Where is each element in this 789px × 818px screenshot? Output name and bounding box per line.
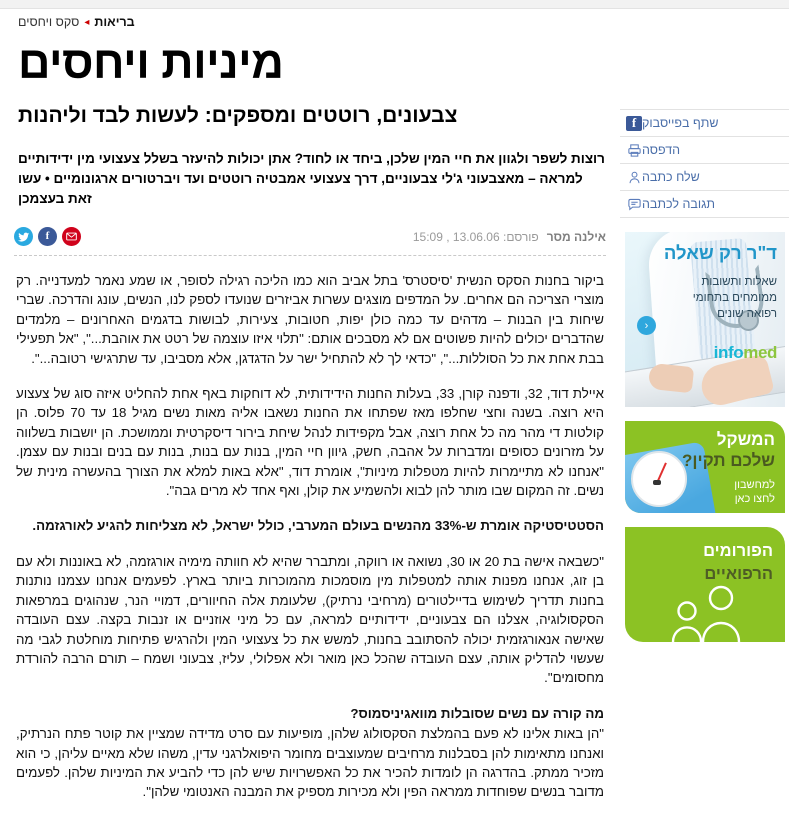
- infomed-logo-part2: med: [743, 343, 777, 362]
- sidebar-item-send-article[interactable]: [620, 164, 789, 191]
- article-column: [0, 91, 620, 818]
- comment-label: תגובה לכתבה: [642, 197, 716, 211]
- published-date: 13.06.06 ,: [446, 229, 500, 244]
- share-facebook-label: שתף בפייסבוק: [642, 116, 719, 130]
- facebook-icon[interactable]: f: [38, 227, 57, 246]
- page-title: מיניות ויחסים: [18, 37, 284, 88]
- masthead: [0, 29, 789, 91]
- send-article-icon: [626, 169, 642, 185]
- ad-forums-title: [703, 540, 773, 586]
- article-final-paragraph: "הן באות אלינו לא פעם בהמלצת הסקסולוג שלהן, מופיעות עם סרט מדידה שמציין את קוטר פתח הנרתיק, ואנחנו מתאימות להן בסבלנות מרחיבים שמעוצבים מחומר היפואלרגני עדין, משהו שלא מאיים עליהן, כי הוא מזכיר ממתק. בהדרגה הן לומדות להכיר את כל האפשרויות שיש להן כדי להביע את המיניות שלהן. לפעמים מדובר בנשים שפוחדות ממראה הפין ולא מכירות מספיק את המבנה האנטומי שלהן".: [16, 726, 604, 800]
- share-links-list: [620, 109, 789, 218]
- byline-meta: [413, 230, 606, 244]
- article-author[interactable]: אילנה מסר: [546, 229, 606, 244]
- ad-doctor-title: ד"ר רק שאלה: [663, 242, 777, 263]
- ad-banner-weight[interactable]: [625, 421, 785, 513]
- send-article-label: שלח כתבה: [642, 170, 700, 184]
- article-body: [14, 271, 606, 802]
- article-subtitle: צבעונים, רוטטים ומספקים: לעשות לבד וליהנות: [18, 104, 458, 127]
- article-paragraph-2: איילת דוד, 32, ודפנה קורן, 33, בעלות החנות הידידותית, לא דוחקות באף אחת להחליט איזה סוג של צעצוע היא רוצה. בשנה וחצי שחלפו מאז שפתחו את החנות נשאבו אליה מאות נשים מגיל 18 עד 70 פלוס. הן קולטות די מהר מה כל אחת רוצה, אבל מקפידות לנהל שיחת בירור דיסקרטית וממושכת. הן יושבות בשלווה על מזרונים כסופים ומדברות על אהבה, חשק, גיוון חיי המין, בנות עם בנות, בנות עם בנים ובנות עם עצמן. "אנחנו לא מתיימרות להיות מטפלות מיניות", אומרת דוד, "אלא באות למלא את הצורך בהעשרה מינית של נשים. זה המקום שבו מותר להן לבוא ולהשמיע את קולן, ואף אחד לא מרים גבה".: [16, 386, 605, 499]
- breadcrumb-separator-icon: ◂: [84, 17, 90, 28]
- ad-weight-sub-line1: למחשבון: [734, 479, 775, 491]
- print-label: הדפסה: [642, 143, 681, 157]
- article-quote-paragraph: "כשבאה אישה בת 20 או 30, נשואה או רווקה, ומתברר שהיא לא חוותה מימיה אורגזמה, לא באוננות ולא עם בן זוג, אנחנו מפנות אותה למטפלות מין מוסמכות מהמוכרות ביותר בארץ. לפעמים אנחנו עצמנו נותנות בחנות תדריך לשימוש בדיילטורים (מרחיבי נרתיק), שלעומת אלה החיוורים, דמויי הנר, שנהוגים במרפאות הסקסולוגיה, אצלנו הם צבעוניים, ידידותיים למראה, עם כל מיני אוזניים או זנבות בקצה. עצם העובדה שאישה אנאורגזמית יכולה להסתובב בחנות, למשש את כל צעצועי המין ולהרגיש פתיחות מוחלטת לגבי מה שעשוי להדליק אותה, עצם העובדה שהכל כאן מואר ולא אפלולי, עליז, צבעוני ושמח – תורם הרבה להורדת מחסומים".: [16, 553, 604, 686]
- sidebar-item-comment[interactable]: [620, 191, 789, 218]
- ad-forums-title-line1: הפורומים: [703, 542, 773, 560]
- main-columns: [0, 91, 789, 818]
- sidebar-item-share-facebook[interactable]: [620, 109, 789, 137]
- ad-forums-title-line2: הרפואיים: [704, 565, 773, 583]
- share-icons-group: [14, 227, 81, 246]
- comment-icon: [626, 196, 642, 212]
- ad-weight-sub-line2: לחצו כאן: [734, 493, 775, 505]
- article-stat-paragraph: הסטטיסטיקה אומרת ש-33% מהנשים בעולם המערבי, כולל ישראל, לא מצליחות להגיע לאורגזמה.: [32, 518, 604, 534]
- article-lead: רוצות לשפר ולגוון את חיי המין שלכן, ביחד או לחוד? אתן יכולות להיעזר בשלל צעצועי מין ידידותיים למראה – מאצבעוני ג'לי צבעוניים, דרך צעצועי אמבטיה רוטטים ועד ויברטורים ארגונומיים • עשו זאת בעצמכן: [18, 151, 605, 206]
- ad-weight-title: [682, 429, 775, 471]
- infomed-logo-part1: info: [713, 343, 744, 362]
- scale-hub-graphic: [653, 480, 661, 485]
- people-icon: [651, 584, 761, 642]
- ad-weight-subtitle: [734, 478, 775, 506]
- print-icon: [626, 142, 642, 158]
- infomed-logo: [714, 343, 777, 363]
- breadcrumb: [0, 9, 789, 29]
- ad-banner-doctor[interactable]: [625, 232, 785, 407]
- published-time: 15:09: [412, 229, 443, 244]
- ad-weight-title-line2: שלכם תקין?: [681, 451, 775, 470]
- byline-row: [14, 227, 606, 256]
- published-label: פורסם:: [502, 229, 539, 244]
- top-bar: [0, 0, 789, 9]
- breadcrumb-current[interactable]: סקס ויחסים: [18, 15, 80, 29]
- email-icon[interactable]: [62, 227, 81, 246]
- sidebar-item-print[interactable]: [620, 137, 789, 164]
- article-paragraph-1: ביקור בחנות הסקס הנשית 'סיסטרס' בתל אביב הוא כמו הליכה רגילה לסופר, או שמע נאמר למעדנייה. רק מוצרי הצריכה הם אחרים. על המדפים מוצגים עשרות אביזרים שנועדו לספק לנו, הנשים, עונג והדרכה. שברי שיחות בין הבנות – מדהים עד כמה כולן יפות, חטובות, צעירות, לבושות בדגמים האחרונים – מלמדים שהדברים יכולים להיות פשוטים אם לא מסבכים אותם: "תלוי איזו עוצמה של רטט את אוהבת...", "אל תפעילי בבת אחת את כל הסוללות...", "כדאי לך לא להתחיל ישר על הדגדגן, אלא מסביבו, עד שתרגישי רטובה...".: [16, 273, 604, 366]
- ad-doctor-subtitle: שאלות ותשובות ממומחים בתחומי רפואה שונים: [692, 276, 777, 320]
- article-section-heading: מה קורה עם נשים שסובלות מוואגיניסמוס?: [350, 705, 604, 721]
- facebook-icon: f: [626, 116, 642, 131]
- breadcrumb-section[interactable]: בריאות: [94, 15, 135, 29]
- sidebar: [620, 91, 789, 818]
- ad-banner-forums[interactable]: [625, 527, 785, 642]
- ad-doctor-arrow-icon[interactable]: ‹: [637, 316, 656, 335]
- ad-weight-title-line1: המשקל: [716, 430, 775, 449]
- twitter-icon[interactable]: [14, 227, 33, 246]
